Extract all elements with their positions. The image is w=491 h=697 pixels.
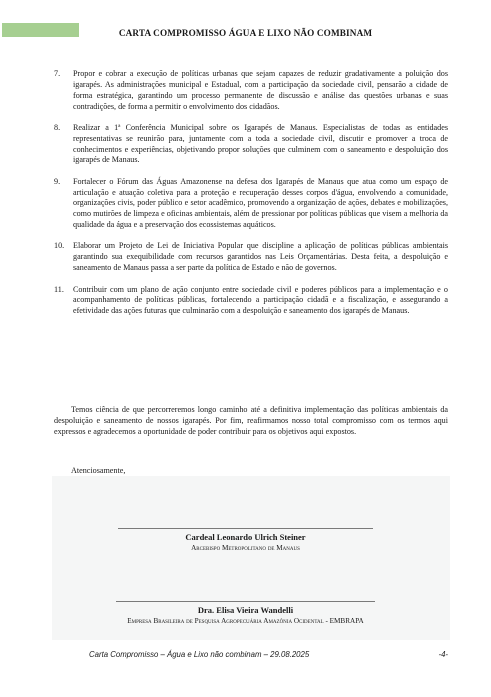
signature-line xyxy=(118,528,373,529)
list-item-text: Elaborar um Projeto de Lei de Iniciativa Popular que discipline a aplicação de políticas públicas ambientais garantindo sua exequibilidade com recursos garantidos nas Leis Orçamentárias. Desta feita, a despoluição e saneamento de Manaus passa a ser parte da política de Estado e não de governos. xyxy=(73,241,448,273)
list-item-text: Fortalecer o Fórum das Águas Amazonense na defesa dos Igarapés de Manaus que atua como um espaço de articulação e atuação coletiva para a proteção e recuperação desses corpos d'água, envolvendo a comunidade, organizações civis, poder público e setor acadêmico, promovendo a organização de ações, debates e mobilizações, como mutirões de limpeza e oficinas ambientais, além de pressionar por políticas públicas que visem a melhoria da qualidade da água e a preservação dos ecossistemas aquáticos. xyxy=(73,176,448,230)
signer-role: Arcebispo Metropolitano de Manaus xyxy=(191,544,300,552)
signer-name: Dra. Elisa Vieira Wandelli xyxy=(197,605,294,615)
list-item xyxy=(54,177,448,231)
commitment-list xyxy=(54,69,448,328)
list-item xyxy=(54,241,448,274)
list-item xyxy=(54,285,448,318)
list-item-text: Realizar a 1ª Conferência Municipal sobre os Igarapés de Manaus. Especialistas de todas as entidades representativas se reunirão para, juntamente com a toda a sociedade civil, discutir e promover a troca de conhecimentos e experiências, objetivando propor soluções que culminem com o saneamento e despoluição dos igarapés de Manaus. xyxy=(73,122,448,165)
list-item-number: 11. xyxy=(54,284,64,294)
list-item-number: 7. xyxy=(54,69,61,78)
list-item-text: Contribuir com um plano de ação conjunto entre sociedade civil e poderes públicos para a implementação e o acompanhamento de políticas públicas, fortalecendo a participação cidadã e a fiscalização, e assegurando a efetividade das ações futuras que culminarão com a despoluição e saneamento dos igarapés de Manaus. xyxy=(73,284,448,316)
list-item-number: 10. xyxy=(54,241,65,251)
signer-name: Cardeal Leonardo Ulrich Steiner xyxy=(185,532,306,542)
salutation: Atenciosamente, xyxy=(71,466,126,475)
signer-role: Empresa Brasileira de Pesquisa Agropecuária Amazônia Ocidental - EMBRAPA xyxy=(127,617,364,625)
signature-line xyxy=(116,601,375,602)
closing-paragraph: Temos ciência de que percorreremos longo caminho até a definitiva implementação das políticas ambientais da despoluição e saneamento de nossos igarapés. Por fim, reafirmamos nosso total compromisso com os termos aqui expressos e agradecemos a oportunidade de poder contribuir para os objetivos aqui expostos. xyxy=(54,405,448,436)
list-item xyxy=(54,69,448,112)
list-item-number: 8. xyxy=(54,122,61,132)
footer-text: Carta Compromisso – Água e Lixo não combinam – 29.08.2025 xyxy=(89,650,310,659)
page-number: -4- xyxy=(438,650,448,659)
list-item-number: 9. xyxy=(54,176,61,186)
signature-area xyxy=(52,476,450,640)
document-title: CARTA COMPROMISSO ÁGUA E LIXO NÃO COMBINAM xyxy=(118,28,373,38)
list-item-text: Propor e cobrar a execução de políticas urbanas que sejam capazes de reduzir gradativamente a poluição dos igarapés. As administrações municipal e Estadual, com a participação da sociedade civil, pensarão a cidade de forma estratégica, garantindo um processo permanente de discussão e análise das questões urbanas e suas contradições, de forma a permitir o envolvimento dos cidadãos. xyxy=(73,69,448,111)
list-item xyxy=(54,123,448,166)
